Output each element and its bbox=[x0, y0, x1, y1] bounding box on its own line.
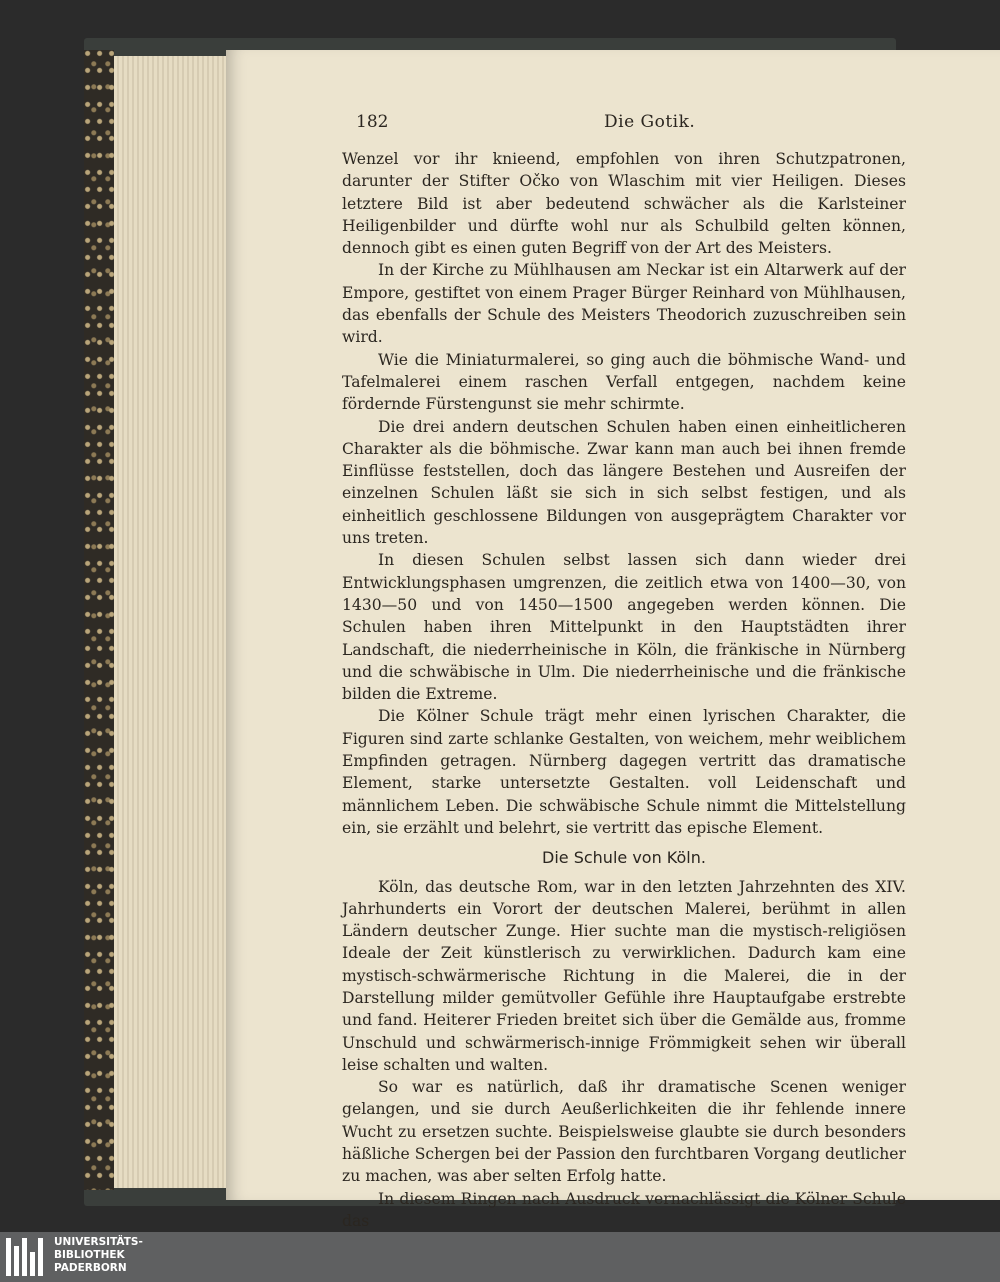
library-footer-bar bbox=[0, 1232, 1000, 1282]
paragraph: So war es natürlich, daß ihr dramatische Scenen weniger gelangen, und sie durch Aeußerlichkeiten die ihr fehlende innere Wucht zu ersetzen suchte. Beispielsweise glaubte sie durch besonders häßliche Schergen bei der Passion den furchtbaren Vorgang deutlicher zu machen, was aber selten Erfolg hatte. bbox=[342, 1078, 906, 1186]
page-edge-stack bbox=[114, 56, 229, 1188]
page-number: 182 bbox=[356, 112, 389, 132]
library-name-line: BIBLIOTHEK bbox=[54, 1249, 125, 1261]
paragraph: Köln, das deutsche Rom, war in den letzten Jahrzehnten des XIV. Jahrhunderts ein Vorort der deutschen Malerei, berühmt in allen Ländern deutscher Zunge. Hier suchte man die mystisch-religiösen Ideale der Zeit künstlerisch zu verwirklichen. Dadurch kam eine mystisch-schwärmerische Richtung in die Malerei, die in der Darstellung milder gemütvoller Gefühle ihre Hauptaufgabe erstrebte und fand. Heiterer Frieden breitet sich über die Gemälde aus, fromme Unschuld und schwärmerisch-innige Frömmigkeit sehen wir überall leise schalten und walten. bbox=[342, 877, 906, 1074]
marbled-cover-edge bbox=[84, 50, 114, 1190]
section-heading: Die Schule von Köln. bbox=[542, 848, 706, 868]
paragraph: Die drei andern deutschen Schulen haben einen einheitlicheren Charakter als die böhmische. Zwar kann man auch bei ihnen fremde Einflüsse feststellen, doch das längere Bestehen und Ausreifen der einzelnen Schulen läßt sie sich in sich selbst festigen, und als einheitlich geschlossene Bildungen von ausgeprägtem Charakter vor uns treten. bbox=[342, 417, 906, 548]
library-logo-icon bbox=[6, 1238, 46, 1276]
library-name-line: PADERBORN bbox=[54, 1262, 127, 1274]
paragraph: In diesen Schulen selbst lassen sich dann wieder drei Entwicklungsphasen umgrenzen, die zeitlich etwa von 1400—30, von 1430—50 und von 1450—1500 angegeben werden können. Die Schulen haben ihren Mittelpunkt in den Hauptstädten ihrer Landschaft, die niederrheinische in Köln, die fränkische in Nürnberg und die schwäbische in Ulm. Die niederrheinische und die fränkische bilden die Extreme. bbox=[342, 551, 906, 704]
library-name bbox=[54, 1236, 143, 1275]
paragraph: Wie die Miniaturmalerei, so ging auch die böhmische Wand- und Tafelmalerei einem raschen Verfall entgegen, nachdem keine fördernde Fürstengunst sie mehr schirmte. bbox=[342, 350, 906, 414]
paragraph: In diesem Ringen nach Ausdruck vernachlässigt die Kölner Schule das bbox=[342, 1189, 906, 1230]
paragraph: Wenzel vor ihr knieend, empfohlen von ihren Schutzpatronen, darunter der Stifter Očko von Wlaschim mit vier Heiligen. Dieses letztere Bild ist aber bedeutend schwächer als die Karlsteiner Heiligenbilder und dürfte wohl nur als Schulbild gelten können, dennoch gibt es einen guten Begriff von der Art des Meisters. bbox=[342, 150, 906, 258]
book-page bbox=[226, 50, 1000, 1230]
library-name-line: UNIVERSITÄTS- bbox=[54, 1236, 143, 1248]
paragraph: In der Kirche zu Mühlhausen am Neckar ist ein Altarwerk auf der Empore, gestiftet von einem Prager Bürger Reinhard von Mühlhausen, das ebenfalls der Schule des Meisters Theodorich zuzuschreiben sein wird. bbox=[342, 261, 906, 347]
running-head: Die Gotik. bbox=[604, 112, 696, 132]
paragraph: Die Kölner Schule trägt mehr einen lyrischen Charakter, die Figuren sind zarte schlanke Gestalten, von weichem, mehr weiblichem Empfinden getragen. Nürnberg dagegen vertritt das dramatische Element, starke untersetzte Gestalten. voll Leidenschaft und männlichem Leben. Die schwäbische Schule nimmt die Mittelstellung ein, sie erzählt und belehrt, sie vertritt das epische Element. bbox=[342, 707, 906, 837]
body-text bbox=[342, 148, 906, 1232]
